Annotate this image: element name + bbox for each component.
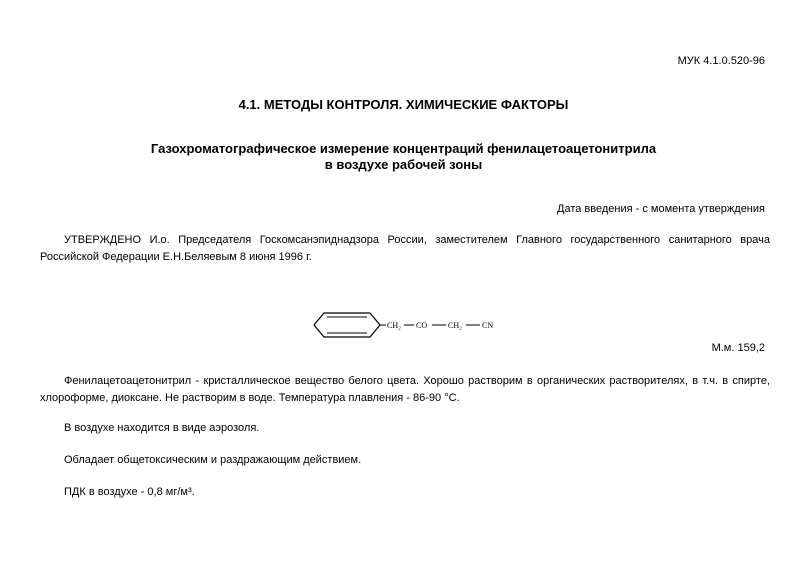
- formula-co: CO: [416, 321, 428, 330]
- formula-ch2-1: CH₂: [387, 321, 401, 330]
- structural-formula: [310, 308, 510, 342]
- pdk-paragraph: ПДК в воздухе - 0,8 мг/м³.: [64, 486, 195, 498]
- formula-cn: CN: [482, 321, 494, 330]
- formula-ch2-2: CH₂: [448, 321, 462, 330]
- intro-date: Дата введения - с момента утверждения: [557, 203, 765, 215]
- molar-mass: М.м. 159,2: [711, 342, 765, 354]
- section-heading: 4.1. МЕТОДЫ КОНТРОЛЯ. ХИМИЧЕСКИЕ ФАКТОРЫ: [238, 97, 569, 112]
- approval-paragraph: УТВЕРЖДЕНО И.о. Председателя Госкомсанэпиднадзора России, заместителем Главного государственного санитарного врача Российской Федерации Е.Н.Беляевым 8 июня 1996 г.: [40, 234, 770, 263]
- title-line-2: в воздухе рабочей зоны: [324, 157, 483, 172]
- aerosol-paragraph: В воздухе находится в виде аэрозоля.: [64, 422, 260, 434]
- description-paragraph: Фенилацетоацетонитрил - кристаллическое вещество белого цвета. Хорошо растворим в органических растворителях, в т.ч. в спирте, хлороформе, диоксане. Не растворим в воде. Температура плавления - 86-90 °С.: [40, 375, 770, 404]
- effect-paragraph: Обладает общетоксическим и раздражающим действием.: [64, 454, 362, 466]
- document-title: [0, 141, 807, 173]
- document-code: МУК 4.1.0.520-96: [677, 55, 765, 67]
- formula-diagram: [310, 308, 510, 342]
- title-line-1: Газохроматографическое измерение концентраций фенилацетоацетонитрила: [150, 141, 657, 156]
